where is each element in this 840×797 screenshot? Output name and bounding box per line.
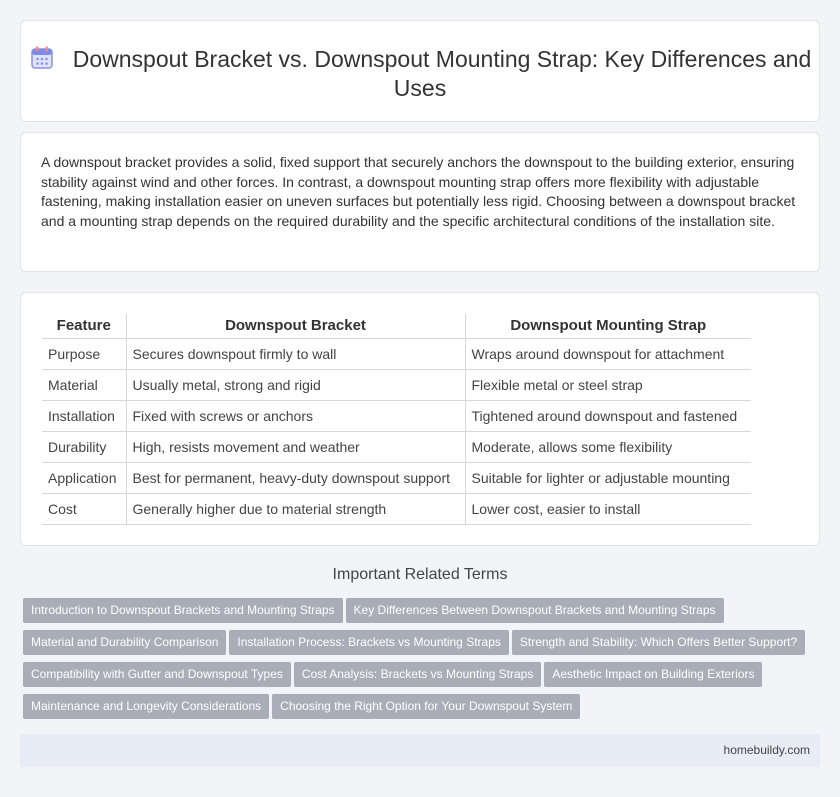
intro-paragraph: A downspout bracket provides a solid, fixed support that securely anchors the downspout to the building exterior, ensuring stability against wind and other forces. In contrast, a downspout mounting strap offers more flexibility with adjustable fastening, making installation easier on uneven surfaces but potentially less rigid. Choosing between a downspout bracket and a mounting strap depends on the required durability and the specific architectural conditions of the installation site. <box>41 154 796 229</box>
table-row <box>42 431 751 462</box>
row-feature: Application <box>42 462 126 493</box>
page-title-block <box>21 45 819 103</box>
row-strap-value: Tightened around downspout and fastened <box>465 400 751 431</box>
row-bracket-value: Generally higher due to material strength <box>126 493 465 524</box>
table-header-row <box>42 314 751 338</box>
related-terms-list <box>23 598 823 726</box>
header-feature: Feature <box>42 314 126 338</box>
row-feature: Durability <box>42 431 126 462</box>
footer-bar <box>20 734 820 767</box>
row-bracket-value: Secures downspout firmly to wall <box>126 338 465 369</box>
row-feature: Material <box>42 369 126 400</box>
row-strap-value: Moderate, allows some flexibility <box>465 431 751 462</box>
related-term-link[interactable]: Maintenance and Longevity Considerations <box>23 694 269 719</box>
row-strap-value: Lower cost, easier to install <box>465 493 751 524</box>
row-bracket-value: High, resists movement and weather <box>126 431 465 462</box>
table-row <box>42 338 751 369</box>
title-card <box>20 20 820 122</box>
row-bracket-value: Best for permanent, heavy-duty downspout support <box>126 462 465 493</box>
related-term-link[interactable]: Cost Analysis: Brackets vs Mounting Straps <box>294 662 541 687</box>
calendar-icon <box>29 45 55 71</box>
footer-site-name[interactable]: homebuildy.com <box>723 743 810 757</box>
related-terms-heading: Important Related Terms <box>332 566 508 583</box>
related-term-link[interactable]: Choosing the Right Option for Your Downspout System <box>272 694 580 719</box>
row-strap-value: Flexible metal or steel strap <box>465 369 751 400</box>
related-term-link[interactable]: Aesthetic Impact on Building Exteriors <box>544 662 762 687</box>
related-term-link[interactable]: Introduction to Downspout Brackets and Mounting Straps <box>23 598 343 623</box>
table-row <box>42 369 751 400</box>
table-row <box>42 462 751 493</box>
row-feature: Purpose <box>42 338 126 369</box>
row-bracket-value: Fixed with screws or anchors <box>126 400 465 431</box>
row-feature: Cost <box>42 493 126 524</box>
row-feature: Installation <box>42 400 126 431</box>
table-row <box>42 493 751 524</box>
row-strap-value: Suitable for lighter or adjustable mounting <box>465 462 751 493</box>
page-title: Downspout Bracket vs. Downspout Mounting Strap: Key Differences and Uses <box>72 46 812 101</box>
header-bracket: Downspout Bracket <box>126 314 465 338</box>
related-term-link[interactable]: Compatibility with Gutter and Downspout Types <box>23 662 291 687</box>
table-row <box>42 400 751 431</box>
comparison-card <box>20 292 820 546</box>
comparison-table <box>42 314 751 525</box>
intro-card <box>20 132 820 272</box>
related-term-link[interactable]: Material and Durability Comparison <box>23 630 226 655</box>
row-bracket-value: Usually metal, strong and rigid <box>126 369 465 400</box>
header-strap: Downspout Mounting Strap <box>465 314 751 338</box>
row-strap-value: Wraps around downspout for attachment <box>465 338 751 369</box>
related-term-link[interactable]: Strength and Stability: Which Offers Better Support? <box>512 630 805 655</box>
related-term-link[interactable]: Key Differences Between Downspout Brackets and Mounting Straps <box>346 598 724 623</box>
related-term-link[interactable]: Installation Process: Brackets vs Mounting Straps <box>229 630 508 655</box>
